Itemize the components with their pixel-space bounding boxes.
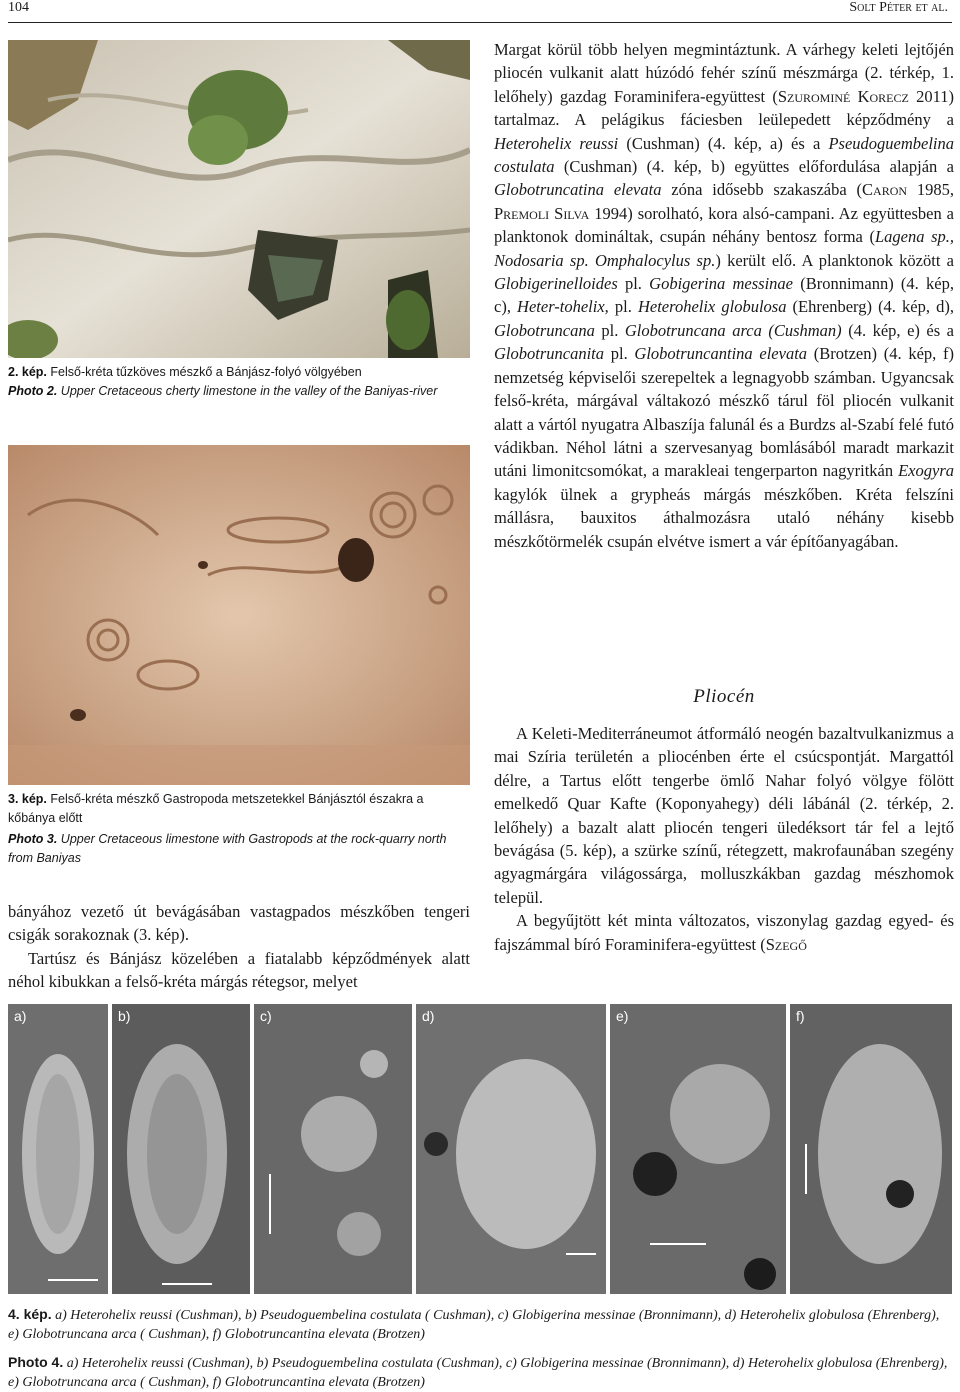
micrograph-panel-e [610, 1004, 786, 1294]
photo-2-limestone-valley [8, 40, 470, 358]
taxon-name: Globotruncana arca (Cushman) [624, 320, 842, 340]
photo-3-caption-hu: Felső-kréta mészkő Gastropoda metszetekkel Bánjásztól északra a kőbánya előtt [8, 792, 424, 825]
page-number: 104 [8, 0, 29, 15]
taxon-name: Globotruncatina elevata [494, 180, 662, 200]
text-run: (Ehrenberg) (4. kép, d), [786, 297, 954, 317]
text-run: pl. [594, 320, 625, 340]
photo-2-caption-hu: Felső-kréta tűzköves mészkő a Bánjász-folyó völgyében [50, 365, 362, 379]
section-heading-pliocen: Pliocén [693, 686, 755, 707]
citation-author: Caron [862, 180, 908, 200]
text-run: (Bronnimann) (4. kép, c), [494, 274, 954, 317]
photo-2-caption-en: Upper Cretaceous cherty limestone in the valley of the Baniyas-river [60, 384, 438, 398]
photo-2-label-hu: 2. kép. [8, 365, 47, 379]
header-rule [8, 22, 952, 23]
text-run: 1994) sorolható, kora alsó-campani. Az együttesben a planktonok domináltak, csupán néhány bentosz forma ( [494, 203, 954, 247]
right-paragraph-1 [494, 38, 954, 553]
text-run: kagylók ülnek a grypheás márgás mészkőben. Kréta felszíni mállásra, bauxitos áthalmozásra utaló néhány kisebb mészkőtörmelék csupán elvétve ismert a vár építőanyagában. [494, 484, 954, 551]
photo-4-label-hu: 4. kép. [8, 1306, 52, 1322]
photo-2-label-en: Photo 2. [8, 384, 58, 398]
right-column-text [494, 38, 954, 553]
right-paragraph-3 [494, 909, 954, 956]
taxon-name: Globotruncanita [494, 344, 604, 364]
panel-label-c: c) [260, 1008, 272, 1024]
text-run: A begyűjtött két minta változatos, viszonylag gazdag egyed- és fajszámmal bíró Foraminifera-együttest ( [494, 911, 954, 954]
left-paragraph-1: bányához vezető út bevágásában vastagpados mészkőben tengeri csigák sorakoznak (3. kép). [8, 902, 470, 945]
text-run: (4. kép, e) és a [841, 320, 954, 340]
citation-author: Szurominé Korecz [777, 86, 909, 106]
taxon-name: Gobigerina messinae [649, 274, 793, 294]
photo-3-gastropod-limestone [8, 445, 470, 785]
text-run: Margat körül több helyen megmintáztunk. A várhegy keleti lejtőjén pliocén vulkanit alatt húzódó fehér színű mészmárga (2. térkép, 1. lelőhely) gazdag Foraminifera-együttest ( [494, 40, 954, 106]
text-run: (Brotzen) (4. kép, f) nemzetség képviselői szerepeltek a legnagyobb számban. Ugyancsak felső-kréta, márgával váltakozó mészkő tárul föl pliocén vulkanit alatt a vártól nyugatra Albaszíja falunál és a Burdzs al-Szabí felé futó vádikban. Néhol látni a szervesanyag bomlásából maradt markazit utáni limonitcsomókat, a marakleai tengerparton nagyritkán [494, 344, 954, 481]
text-run: 2011) tartalmaz. A pelágikus fáciesben leülepedett képződmény a [494, 86, 954, 130]
taxon-name: Lagena sp., Nodosaria sp. Omphalocylus sp. [494, 227, 954, 270]
text-run: (Cushman) (4. kép, a) és a [618, 133, 829, 153]
photo-4-caption [8, 1305, 952, 1392]
photo-3-caption [8, 790, 470, 868]
taxon-name: Globotruncana [494, 320, 595, 340]
photo-3-caption-en: Upper Cretaceous limestone with Gastropods at the rock-quarry north from Baniyas [8, 832, 447, 865]
micrograph-panel-b [112, 1004, 250, 1294]
taxon-name: Exogyra [898, 461, 954, 481]
photo-4-micrograph-strip [8, 1004, 952, 1294]
photo-3-label-en: Photo 3. [8, 832, 58, 846]
panel-label-b: b) [118, 1008, 131, 1024]
citation-author: Szegő [765, 934, 807, 954]
left-paragraph-2: Tartúsz és Bánjász közelében a fiatalabb képződmények alatt néhol kibukkan a felső-kréta márgás rétegsor, melyet [8, 948, 470, 992]
taxon-name: Globigerinelloides [494, 274, 618, 294]
text-run: pl. [617, 274, 650, 294]
taxon-name: Heterohelix reussi [494, 133, 619, 153]
panel-label-e: e) [616, 1008, 629, 1024]
left-column-text [8, 900, 470, 994]
taxon-name: Pseudoguembelina costulata [494, 133, 954, 177]
running-head-author: Solt Péter et al. [849, 0, 948, 15]
panel-label-a: a) [14, 1008, 27, 1024]
micrograph-panel-f [790, 1004, 952, 1294]
text-run: pl. [604, 344, 635, 364]
photo-4-caption-hu: a) Heterohelix reussi (Cushman), b) Pseudoguembelina costulata ( Cushman), c) Globigerina messinae (Bronnimann), d) Heterohelix globulosa (Ehrenberg), e) Globotruncana arca ( Cushman), f) Globotruncantina elevata (Brotzen) [8, 1308, 940, 1342]
micrograph-panel-a [8, 1004, 108, 1294]
right-paragraph-2: A Keleti-Mediterráneumot átformáló neogén bazaltvulkanizmus a mai Szíria területén a pliocénben érte el csúcspontját. Margattól délre, a Tartus előtt tengerbe ömlő Nahar folyó völgye fölött emelkedő Quar Kafte (Koponyahegy) déli lábánál (2. térkép, 2. lelőhely) a bazalt alatt pliocén tengeri üledéksort tár fel a lejtő bevágása (5. kép), a szürke színű, rétegzett, makrofaunában szegény agyagmárgára világossárga, molluszkákban gazdag mészhomok települ. [494, 724, 954, 907]
right-column-text-2 [494, 722, 954, 956]
photo-4-label-en: Photo 4. [8, 1354, 64, 1370]
text-run: 1985, [907, 180, 954, 200]
text-run: zóna idősebb szakaszába ( [661, 180, 863, 200]
text-run: (Cushman) (4. kép, b) együttes előfordulása alapján a [554, 157, 954, 177]
photo-2-caption [8, 363, 470, 401]
panel-label-f: f) [796, 1008, 805, 1024]
taxon-name: Globotruncantina elevata [634, 344, 808, 364]
citation-author: Premoli Silva [494, 203, 590, 223]
panel-label-d: d) [422, 1008, 435, 1024]
taxon-name: Heterohelix globulosa [637, 297, 787, 317]
taxon-name: Heter-tohelix, [517, 297, 609, 317]
text-run: pl. [608, 297, 638, 317]
photo-4-caption-en: a) Heterohelix reussi (Cushman), b) Pseudoguembelina costulata (Cushman), c) Globigerina messinae (Bronnimann), d) Heterohelix globulosa (Ehrenberg), e) Globotruncana arca ( Cushman), f) Globotruncantina elevata (Brotzen) [8, 1356, 948, 1390]
micrograph-panel-c [254, 1004, 412, 1294]
text-run: ) került elő. A planktonok között a [715, 250, 954, 270]
micrograph-panel-d [416, 1004, 606, 1294]
photo-3-label-hu: 3. kép. [8, 792, 47, 806]
